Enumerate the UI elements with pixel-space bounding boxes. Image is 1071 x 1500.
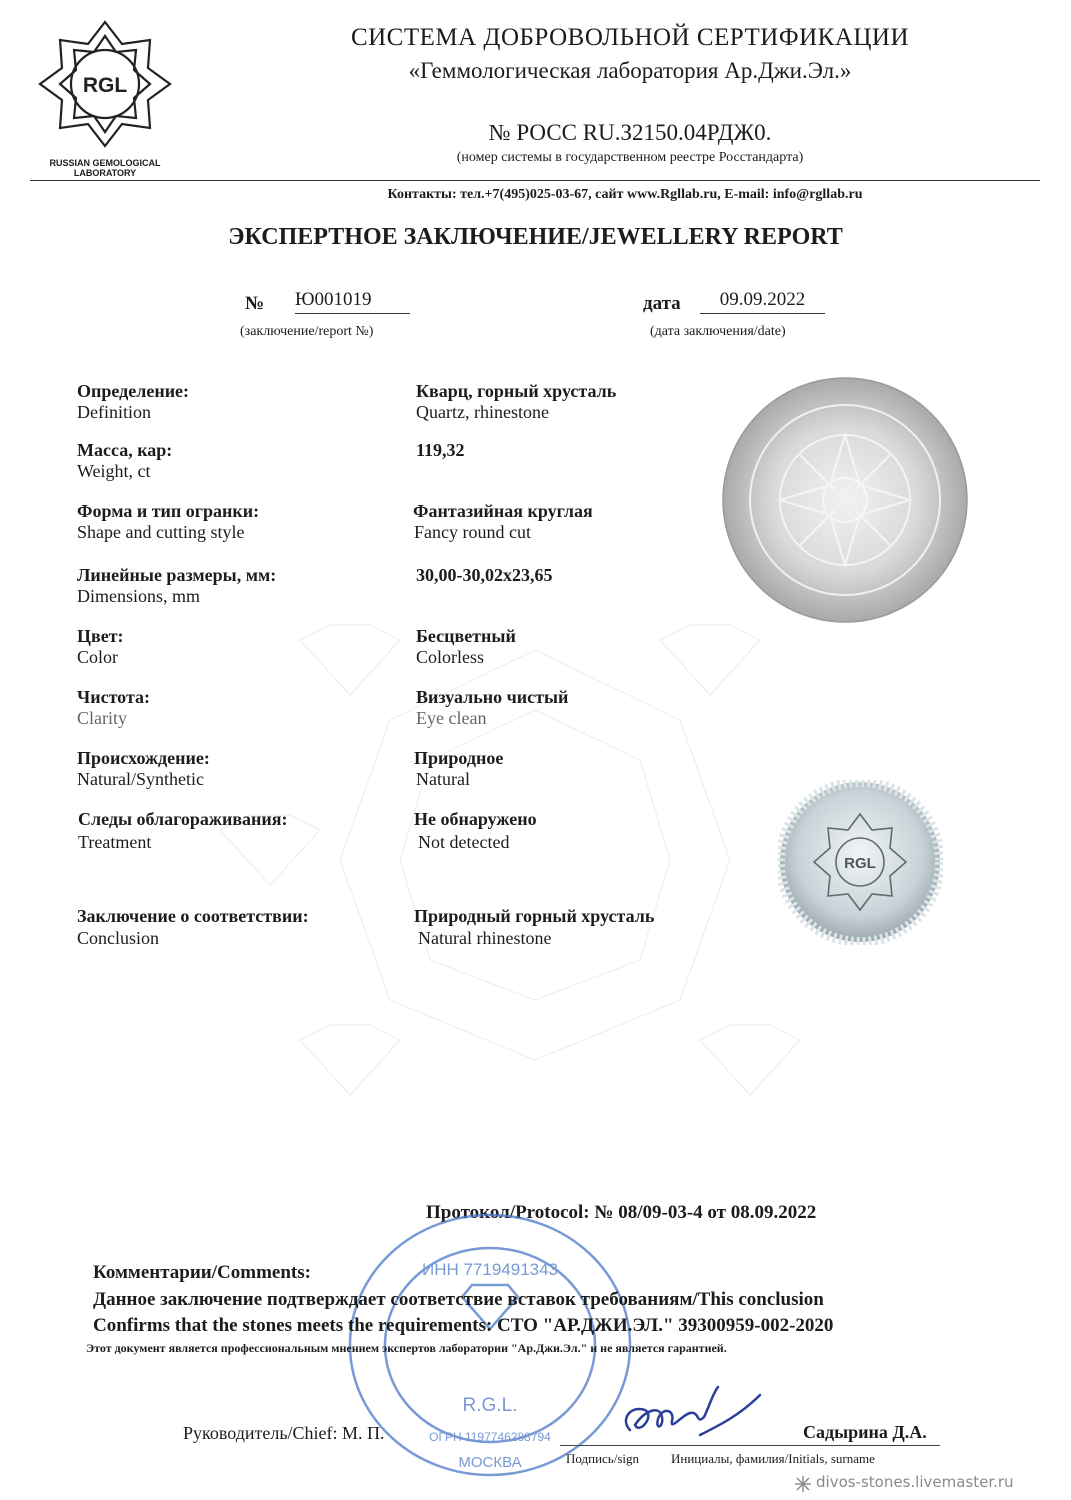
- field-value-ru: 119,32: [416, 440, 465, 460]
- field-label-en: Weight, ct: [77, 461, 151, 481]
- protocol-line: Протокол/Protocol: № 08/09-03-4 от 08.09.2022: [426, 1202, 817, 1223]
- stamp-city: МОСКВА: [458, 1454, 522, 1471]
- comments-line-2: Confirms that the stones meets the requirements: СТО "АР.ДЖИ.ЭЛ." 39300959-002-2020: [93, 1315, 834, 1336]
- field-label-en: Natural/Synthetic: [77, 769, 204, 789]
- field-value-en: Not detected: [418, 832, 510, 852]
- comments-heading: Комментарии/Comments:: [93, 1262, 311, 1283]
- logo-caption-line1: RUSSIAN GEMOLOGICAL: [49, 158, 161, 168]
- field-label-en: Definition: [77, 402, 151, 422]
- field-label-ru: Форма и тип огранки:: [77, 501, 260, 521]
- stamp-ogrn: ОГРН 1197746288794: [429, 1430, 551, 1444]
- field-label-en: Shape and cutting style: [77, 522, 245, 542]
- field-value-en: Natural: [416, 769, 470, 789]
- field-label-ru: Определение:: [77, 381, 190, 401]
- contacts-line: Контакты: тел.+7(495)025-03-67, сайт www.Rgllab.ru, E-mail: info@rgllab.ru: [387, 187, 863, 202]
- disclaimer: Этот документ является профессиональным мнением экспертов лаборатории "Ар.Джи.Эл." и не является гарантией.: [86, 1341, 727, 1355]
- report-number-caption: (заключение/report №): [240, 324, 374, 339]
- field-label-en: Treatment: [78, 832, 152, 852]
- field-label-ru: Масса, кар:: [77, 440, 173, 460]
- chief-label: Руководитель/Chief: М. П.: [183, 1423, 385, 1443]
- field-value-ru: Кварц, горный хрусталь: [416, 381, 617, 401]
- rgl-logo: [30, 14, 180, 179]
- signature-caption: Подпись/sign: [566, 1451, 640, 1466]
- report-date-label: дата: [643, 293, 681, 314]
- field-value-en: Fancy round cut: [414, 522, 531, 542]
- field-value-ru: Не обнаружено: [414, 809, 537, 829]
- logo-text: RGL: [82, 74, 128, 97]
- field-value-ru: Визуально чистый: [416, 687, 569, 707]
- field-value-en: Natural rhinestone: [418, 928, 552, 948]
- field-label-en: Clarity: [77, 708, 127, 728]
- report-number: Ю001019: [295, 289, 410, 314]
- stamp-name: R.G.L.: [462, 1395, 518, 1416]
- report-date: 09.09.2022: [700, 289, 825, 314]
- report-date-caption: (дата заключения/date): [650, 324, 786, 339]
- system-title: СИСТЕМА ДОБРОВОЛЬНОЙ СЕРТИФИКАЦИИ: [350, 24, 910, 51]
- signatory-name: Садырина Д.А.: [803, 1422, 927, 1442]
- field-value-en: Colorless: [416, 647, 485, 667]
- logo-caption-line2: LABORATORY: [73, 168, 137, 178]
- field-label-en: Conclusion: [77, 928, 160, 948]
- report-number-label: №: [245, 293, 265, 314]
- site-watermark: divos-stones.livemaster.ru: [816, 1473, 1014, 1491]
- field-label-ru: Следы облагораживания:: [78, 809, 288, 829]
- rgl-logo-emblem: [30, 14, 180, 149]
- field-label-ru: Линейные размеры, мм:: [77, 565, 277, 585]
- field-label-en: Dimensions, mm: [77, 586, 201, 606]
- field-value-ru: Фантазийная круглая: [413, 501, 593, 521]
- gemstone-photo: [720, 375, 970, 625]
- stamp-inn: ИНН 7719491343: [421, 1260, 559, 1279]
- field-label-ru: Чистота:: [77, 687, 150, 707]
- field-label-ru: Происхождение:: [77, 748, 210, 768]
- field-value-ru: Природный горный хрусталь: [414, 906, 655, 926]
- field-value-en: Quartz, rhinestone: [416, 402, 549, 422]
- registration-note: (номер системы в государственном реестре Росстандарта): [456, 150, 804, 165]
- field-value-en: Eye clean: [416, 708, 487, 728]
- report-title: ЭКСПЕРТНОЕ ЗАКЛЮЧЕНИЕ/JEWELLERY REPORT: [228, 224, 843, 250]
- field-label-en: Color: [77, 647, 119, 667]
- comments-line-1: Данное заключение подтверждает соответствие вставок требованиям/This conclusion: [93, 1289, 824, 1310]
- field-label-ru: Цвет:: [77, 626, 124, 646]
- registration-number: № РОСС RU.З2150.04РДЖ0.: [488, 120, 772, 145]
- snowflake-icon: [794, 1475, 812, 1493]
- signature-line: [560, 1445, 940, 1446]
- hologram-text: RGL: [844, 855, 876, 872]
- field-value-ru: Бесцветный: [416, 626, 516, 646]
- field-label-ru: Заключение о соответствии:: [77, 906, 309, 926]
- header-divider: [30, 180, 1040, 181]
- name-caption: Инициалы, фамилия/Initials, surname: [671, 1451, 875, 1466]
- field-value-ru: Природное: [414, 748, 504, 768]
- handwritten-signature: [600, 1375, 780, 1455]
- field-value-ru: 30,00-30,02х23,65: [416, 565, 553, 585]
- lab-name: «Геммологическая лаборатория Ар.Джи.Эл.»: [408, 58, 852, 83]
- hologram-sticker: [778, 780, 943, 945]
